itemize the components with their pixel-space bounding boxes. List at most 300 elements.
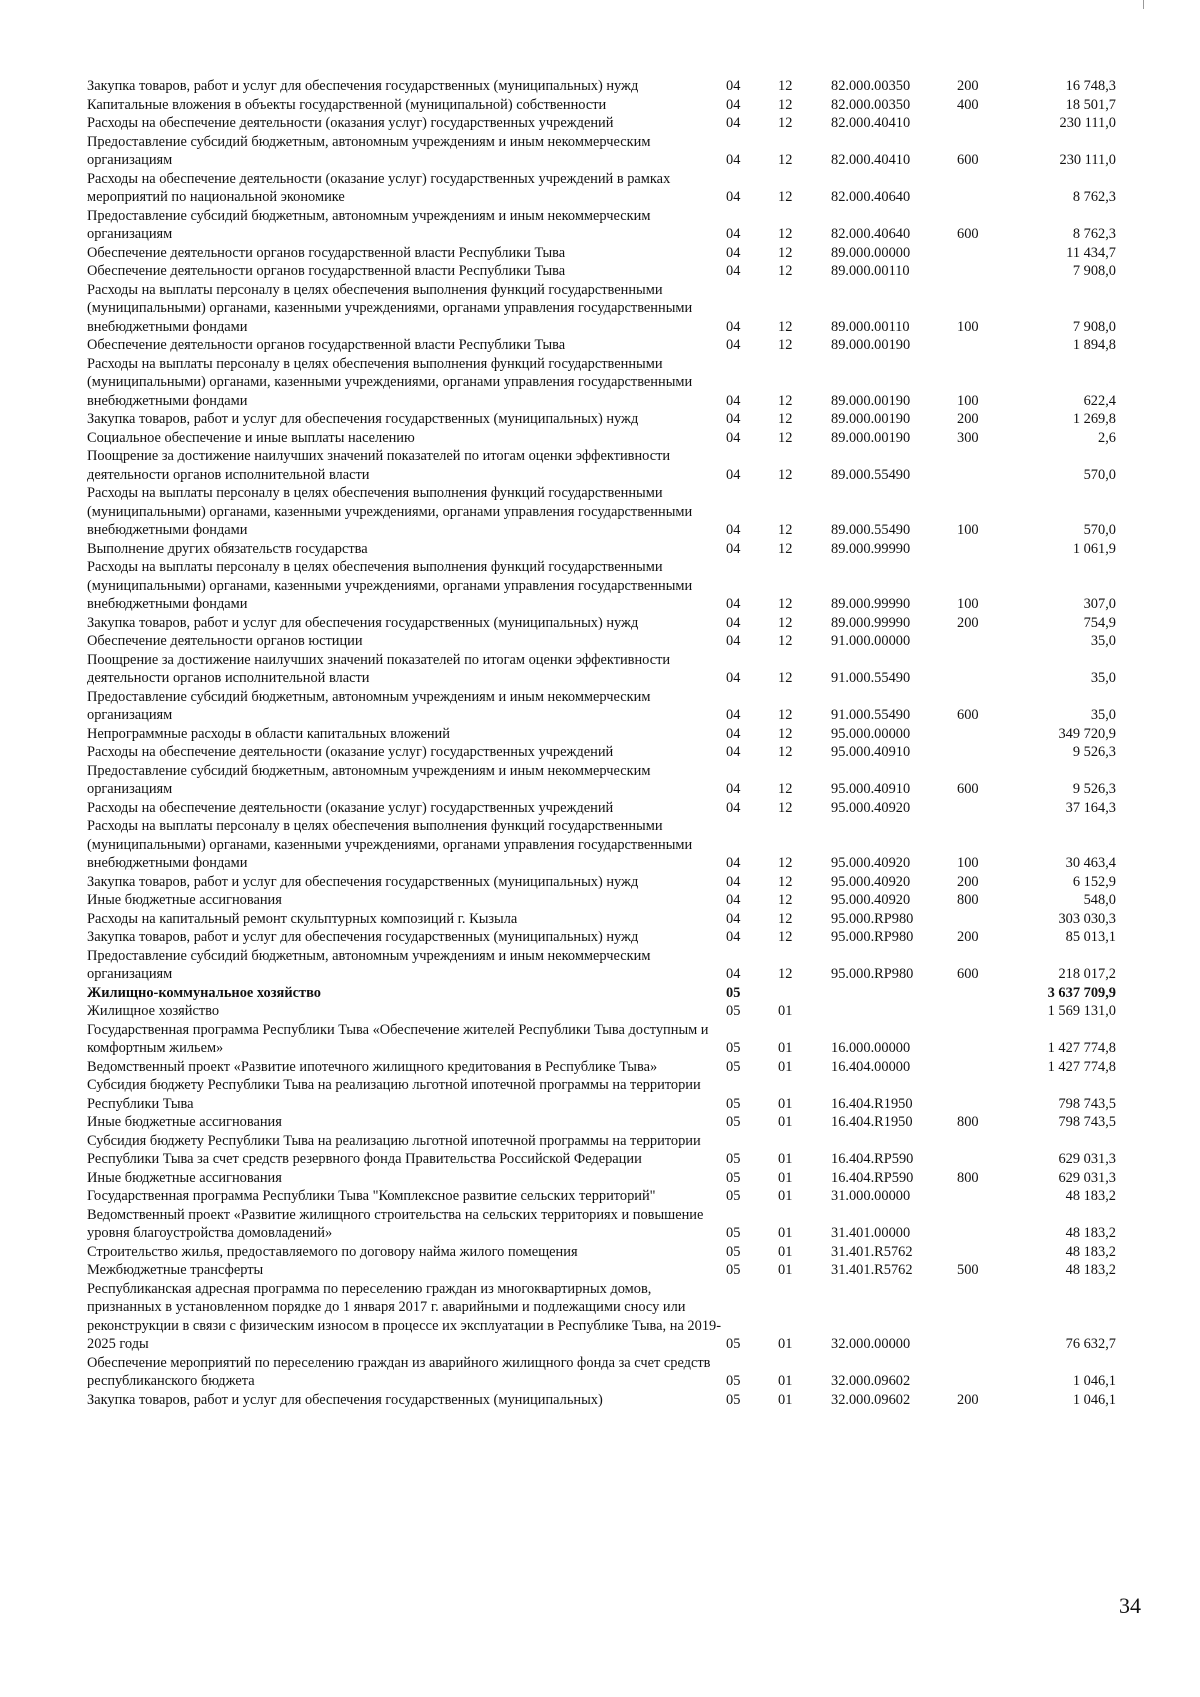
subsection-code: 12 bbox=[778, 318, 793, 335]
subsection-code: 01 bbox=[778, 1188, 793, 1204]
amount: 349 720,9 bbox=[1058, 725, 1116, 742]
amount: 1 427 774,8 bbox=[1047, 1040, 1116, 1056]
expense-name: Закупка товаров, работ и услуг для обеспечения государственных (муниципальных) нужд bbox=[87, 411, 639, 427]
section-code: 04 bbox=[726, 966, 741, 982]
table-row bbox=[87, 614, 1120, 633]
table-row bbox=[87, 410, 1120, 429]
expense-type-code: 800 bbox=[957, 1169, 979, 1186]
subsection-code: 12 bbox=[778, 725, 793, 742]
table-row bbox=[87, 1113, 1120, 1132]
expense-type-code: 200 bbox=[957, 78, 979, 94]
section-code: 04 bbox=[726, 115, 741, 131]
amount: 30 463,4 bbox=[1065, 855, 1116, 871]
table-row bbox=[87, 1002, 1120, 1021]
subsection-code: 12 bbox=[778, 614, 793, 631]
target-article-code: 16.404.RP590 bbox=[831, 1151, 914, 1167]
target-article-code: 89.000.55490 bbox=[831, 522, 911, 538]
budget-table bbox=[87, 77, 1120, 1409]
target-article-code: 82.000.00350 bbox=[831, 96, 911, 113]
subsection-code: 01 bbox=[778, 1058, 793, 1075]
expense-name: Предоставление субсидий бюджетным, автономным учреждениям и иным некоммерческим организациям bbox=[87, 207, 651, 242]
section-code: 04 bbox=[726, 725, 741, 742]
subsection-code: 01 bbox=[778, 1095, 793, 1112]
amount: 1 269,8 bbox=[1072, 411, 1116, 427]
subsection-code: 01 bbox=[778, 1169, 793, 1186]
expense-type-code bbox=[951, 114, 1020, 133]
expense-name: Закупка товаров, работ и услуг для обеспечения государственных (муниципальных) нужд bbox=[87, 873, 639, 890]
target-article-code: 95.000.RP980 bbox=[831, 910, 914, 927]
expense-type-code: 600 bbox=[957, 707, 979, 723]
section-code: 05 bbox=[726, 1373, 741, 1389]
table-row bbox=[87, 262, 1120, 281]
table-row bbox=[87, 170, 1120, 207]
section-code: 04 bbox=[726, 540, 741, 557]
expense-name: Предоставление субсидий бюджетным, автономным учреждениям и иным некоммерческим организациям bbox=[87, 947, 651, 982]
section-code: 04 bbox=[726, 707, 741, 723]
expense-type-code bbox=[951, 1076, 1020, 1113]
amount: 2,6 bbox=[1098, 429, 1116, 446]
section-code: 04 bbox=[726, 411, 741, 427]
expense-name: Ведомственный проект «Развитие жилищного строительства на сельских территориях и повышение уровня благоустройства домовладений» bbox=[87, 1206, 704, 1241]
target-article-code bbox=[831, 984, 951, 1003]
subsection-code: 12 bbox=[778, 633, 793, 649]
section-code: 05 bbox=[726, 1003, 741, 1019]
expense-name: Выполнение других обязательств государства bbox=[87, 540, 368, 557]
expense-type-code bbox=[951, 984, 1020, 1003]
amount: 48 183,2 bbox=[1065, 1225, 1116, 1241]
amount: 8 762,3 bbox=[1072, 189, 1116, 205]
target-article-code bbox=[831, 1002, 951, 1021]
subsection-code: 12 bbox=[778, 263, 793, 279]
target-article-code: 32.000.09602 bbox=[831, 1373, 911, 1389]
expense-name: Обеспечение деятельности органов юстиции bbox=[87, 633, 363, 649]
expense-type-code: 300 bbox=[957, 429, 979, 446]
amount: 16 748,3 bbox=[1065, 78, 1116, 94]
table-row bbox=[87, 928, 1120, 947]
expense-type-code bbox=[951, 1021, 1020, 1058]
subsection-code: 12 bbox=[778, 244, 793, 261]
subsection-code: 12 bbox=[778, 873, 793, 890]
expense-type-code bbox=[951, 1354, 1020, 1391]
table-row bbox=[87, 1391, 1120, 1410]
section-code: 05 bbox=[726, 1336, 741, 1352]
section-code: 04 bbox=[726, 337, 741, 353]
table-row bbox=[87, 484, 1120, 540]
target-article-code: 82.000.00350 bbox=[831, 78, 911, 94]
table-row bbox=[87, 355, 1120, 411]
target-article-code: 82.000.40410 bbox=[831, 152, 911, 168]
section-code: 05 bbox=[726, 1391, 741, 1408]
expense-name: Обеспечение деятельности органов государственной власти Республики Тыва bbox=[87, 244, 566, 261]
expense-type-code bbox=[951, 743, 1020, 762]
expense-type-code bbox=[951, 170, 1020, 207]
section-code: 04 bbox=[726, 318, 741, 335]
target-article-code: 16.404.00000 bbox=[831, 1058, 911, 1075]
expense-name: Расходы на обеспечение деятельности (оказание услуг) государственных учреждений в рамках мероприятий по национальной экономике bbox=[87, 170, 671, 205]
target-article-code: 82.000.40410 bbox=[831, 115, 911, 131]
expense-name: Ведомственный проект «Развитие ипотечного жилищного кредитования в Республике Тыва» bbox=[87, 1058, 658, 1075]
table-row bbox=[87, 1261, 1120, 1280]
subsection-code: 12 bbox=[778, 855, 793, 871]
subsection-code: 01 bbox=[778, 1040, 793, 1056]
table-row bbox=[87, 429, 1120, 448]
expense-type-code: 600 bbox=[957, 966, 979, 982]
expense-type-code: 600 bbox=[957, 152, 979, 168]
target-article-code: 91.000.55490 bbox=[831, 670, 911, 686]
table-row bbox=[87, 891, 1120, 910]
subsection-code: 12 bbox=[778, 392, 793, 409]
target-article-code: 82.000.40640 bbox=[831, 226, 911, 242]
section-code: 04 bbox=[726, 466, 741, 483]
expense-name: Иные бюджетные ассигнования bbox=[87, 1169, 282, 1186]
target-article-code: 16.000.00000 bbox=[831, 1040, 911, 1056]
target-article-code: 89.000.99990 bbox=[831, 596, 911, 612]
table-row bbox=[87, 1243, 1120, 1262]
target-article-code: 89.000.99990 bbox=[831, 540, 911, 557]
expense-name: Субсидия бюджету Республики Тыва на реализацию льготной ипотечной программы на территории Республики Тыва bbox=[87, 1077, 701, 1112]
table-row bbox=[87, 984, 1120, 1003]
table-row bbox=[87, 725, 1120, 744]
section-code: 04 bbox=[726, 929, 741, 945]
expense-name: Расходы на выплаты персоналу в целях обеспечения выполнения функций государственными (муниципальными) органами, казенными учреждениями, органами управления государственными внебюджетными фондами bbox=[87, 281, 693, 335]
section-code: 04 bbox=[726, 244, 741, 261]
target-article-code: 95.000.40920 bbox=[831, 855, 911, 871]
amount: 8 762,3 bbox=[1072, 226, 1116, 242]
expense-type-code: 100 bbox=[957, 596, 979, 612]
expense-name: Расходы на выплаты персоналу в целях обеспечения выполнения функций государственными (муниципальными) органами, казенными учреждениями, органами управления государственными внебюджетными фондами bbox=[87, 818, 693, 871]
target-article-code: 95.000.40920 bbox=[831, 873, 911, 890]
table-row bbox=[87, 244, 1120, 263]
section-code: 04 bbox=[726, 226, 741, 242]
subsection-code: 12 bbox=[778, 966, 793, 982]
expense-name: Жилищно-коммунальное хозяйство bbox=[87, 984, 321, 1001]
amount: 35,0 bbox=[1090, 670, 1116, 686]
amount: 230 111,0 bbox=[1059, 152, 1116, 168]
expense-name: Расходы на выплаты персоналу в целях обеспечения выполнения функций государственными (муниципальными) органами, казенными учреждениями, органами управления государственными внебюджетными фондами bbox=[87, 485, 693, 538]
expense-name: Непрограммные расходы в области капитальных вложений bbox=[87, 725, 450, 742]
table-row bbox=[87, 1187, 1120, 1206]
amount: 218 017,2 bbox=[1058, 966, 1116, 982]
target-article-code: 95.000.40910 bbox=[831, 781, 911, 797]
expense-name: Закупка товаров, работ и услуг для обеспечения государственных (муниципальных) нужд bbox=[87, 929, 639, 945]
expense-type-code bbox=[951, 725, 1020, 744]
amount: 798 743,5 bbox=[1058, 1114, 1116, 1130]
section-code: 04 bbox=[726, 781, 741, 797]
amount: 1 569 131,0 bbox=[1047, 1003, 1116, 1019]
subsection-code: 01 bbox=[778, 1225, 793, 1241]
subsection-code: 12 bbox=[778, 707, 793, 723]
subsection-code: 01 bbox=[778, 1114, 793, 1130]
table-row bbox=[87, 1354, 1120, 1391]
table-row bbox=[87, 762, 1120, 799]
subsection-code: 12 bbox=[778, 670, 793, 686]
subsection-code: 12 bbox=[778, 929, 793, 945]
amount: 35,0 bbox=[1090, 707, 1116, 723]
table-row bbox=[87, 1132, 1120, 1169]
subsection-code: 12 bbox=[778, 799, 793, 816]
table-row bbox=[87, 77, 1120, 96]
section-code: 05 bbox=[726, 1058, 741, 1075]
target-article-code: 16.404.R1950 bbox=[831, 1114, 913, 1130]
target-article-code: 31.401.R5762 bbox=[831, 1243, 913, 1260]
subsection-code: 12 bbox=[778, 115, 793, 131]
expense-type-code bbox=[951, 262, 1020, 281]
subsection-code: 01 bbox=[778, 1391, 793, 1408]
target-article-code: 89.000.00190 bbox=[831, 337, 911, 353]
expense-type-code bbox=[951, 1206, 1020, 1243]
target-article-code: 95.000.40920 bbox=[831, 892, 911, 908]
subsection-code: 12 bbox=[778, 540, 793, 557]
section-code: 04 bbox=[726, 429, 741, 446]
expense-type-code bbox=[951, 1002, 1020, 1021]
amount: 48 183,2 bbox=[1065, 1262, 1116, 1278]
subsection-code bbox=[778, 984, 831, 1003]
target-article-code: 31.401.00000 bbox=[831, 1225, 911, 1241]
target-article-code: 95.000.RP980 bbox=[831, 966, 914, 982]
table-row bbox=[87, 1021, 1120, 1058]
table-row bbox=[87, 817, 1120, 873]
expense-type-code bbox=[951, 244, 1020, 263]
target-article-code: 89.000.00190 bbox=[831, 392, 911, 409]
amount: 622,4 bbox=[1083, 392, 1116, 409]
amount: 1 046,1 bbox=[1072, 1391, 1116, 1408]
amount: 48 183,2 bbox=[1065, 1243, 1116, 1260]
subsection-code: 12 bbox=[778, 96, 793, 113]
expense-name: Жилищное хозяйство bbox=[87, 1003, 220, 1019]
subsection-code: 01 bbox=[778, 1003, 793, 1019]
section-code: 04 bbox=[726, 910, 741, 927]
expense-name: Субсидия бюджету Республики Тыва на реализацию льготной ипотечной программы на территории Республики Тыва за счет средств резервного фонда Правительства Российской Федерации bbox=[87, 1132, 701, 1167]
expense-type-code: 400 bbox=[957, 96, 979, 113]
expense-type-code bbox=[951, 1243, 1020, 1262]
section-code: 04 bbox=[726, 78, 741, 94]
expense-type-code: 600 bbox=[957, 781, 979, 797]
section-code: 05 bbox=[726, 1243, 741, 1260]
expense-name: Обеспечение деятельности органов государственной власти Республики Тыва bbox=[87, 263, 566, 279]
subsection-code: 12 bbox=[778, 189, 793, 205]
target-article-code: 89.000.00110 bbox=[831, 263, 910, 279]
section-code: 05 bbox=[726, 1114, 741, 1130]
subsection-code: 12 bbox=[778, 226, 793, 242]
target-article-code: 91.000.55490 bbox=[831, 707, 911, 723]
section-code: 04 bbox=[726, 263, 741, 279]
subsection-code: 12 bbox=[778, 429, 793, 446]
section-code: 04 bbox=[726, 670, 741, 686]
table-row bbox=[87, 743, 1120, 762]
amount: 48 183,2 bbox=[1065, 1188, 1116, 1204]
expense-type-code: 100 bbox=[957, 522, 979, 538]
amount: 7 908,0 bbox=[1072, 263, 1116, 279]
subsection-code: 12 bbox=[778, 910, 793, 927]
expense-name: Государственная программа Республики Тыва «Обеспечение жителей Республики Тыва доступным и комфортным жильем» bbox=[87, 1021, 709, 1056]
expense-name: Республиканская адресная программа по переселению граждан из многоквартирных домов, признанных в установленном порядке до 1 января 2017 г. аварийными и подлежащими сносу или реконструкции в связи с физическим износом в процессе их эксплуатации в Республике Тыва, на 2019-2025 годы bbox=[87, 1280, 722, 1352]
expense-name: Межбюджетные трансферты bbox=[87, 1262, 264, 1278]
expense-type-code bbox=[951, 910, 1020, 929]
section-code: 04 bbox=[726, 392, 741, 409]
expense-type-code: 800 bbox=[957, 892, 979, 908]
amount: 37 164,3 bbox=[1065, 799, 1116, 816]
table-row bbox=[87, 651, 1120, 688]
subsection-code: 01 bbox=[778, 1262, 793, 1278]
subsection-code: 12 bbox=[778, 152, 793, 168]
expense-name: Капитальные вложения в объекты государственной (муниципальной) собственности bbox=[87, 96, 607, 113]
section-code: 05 bbox=[726, 1095, 741, 1112]
amount: 629 031,3 bbox=[1058, 1169, 1116, 1186]
expense-type-code bbox=[951, 799, 1020, 818]
subsection-code: 01 bbox=[778, 1373, 793, 1389]
subsection-code: 12 bbox=[778, 892, 793, 908]
target-article-code: 31.000.00000 bbox=[831, 1188, 911, 1204]
table-row bbox=[87, 114, 1120, 133]
target-article-code: 91.000.00000 bbox=[831, 633, 911, 649]
expense-name: Государственная программа Республики Тыва "Комплексное развитие сельских территорий" bbox=[87, 1188, 656, 1204]
target-article-code: 95.000.00000 bbox=[831, 725, 911, 742]
subsection-code: 12 bbox=[778, 596, 793, 612]
expense-type-code bbox=[951, 651, 1020, 688]
target-article-code: 95.000.RP980 bbox=[831, 929, 914, 945]
expense-type-code: 200 bbox=[957, 411, 979, 427]
table-row bbox=[87, 1280, 1120, 1354]
table-row bbox=[87, 133, 1120, 170]
expense-name: Расходы на обеспечение деятельности (оказание услуг) государственных учреждений bbox=[87, 744, 614, 760]
section-code: 04 bbox=[726, 96, 741, 113]
target-article-code: 89.000.99990 bbox=[831, 614, 911, 631]
amount: 1 894,8 bbox=[1072, 337, 1116, 353]
table-row bbox=[87, 1058, 1120, 1077]
table-row bbox=[87, 910, 1120, 929]
budget-table-body bbox=[87, 77, 1120, 1409]
table-row bbox=[87, 336, 1120, 355]
section-code: 05 bbox=[726, 1188, 741, 1204]
amount: 570,0 bbox=[1083, 522, 1116, 538]
table-row bbox=[87, 540, 1120, 559]
section-code: 04 bbox=[726, 633, 741, 649]
table-row bbox=[87, 632, 1120, 651]
section-code: 04 bbox=[726, 799, 741, 816]
subsection-code: 12 bbox=[778, 466, 793, 483]
amount: 9 526,3 bbox=[1072, 781, 1116, 797]
expense-type-code bbox=[951, 540, 1020, 559]
amount: 9 526,3 bbox=[1072, 744, 1116, 760]
target-article-code: 82.000.40640 bbox=[831, 189, 911, 205]
subsection-code: 01 bbox=[778, 1243, 793, 1260]
expense-name: Иные бюджетные ассигнования bbox=[87, 892, 282, 908]
subsection-code: 12 bbox=[778, 781, 793, 797]
section-code: 05 bbox=[726, 1169, 741, 1186]
table-row bbox=[87, 447, 1120, 484]
amount: 629 031,3 bbox=[1058, 1151, 1116, 1167]
expense-name: Поощрение за достижение наилучших значений показателей по итогам оценки эффективности деятельности органов исполнительной власти bbox=[87, 448, 671, 483]
expense-name: Иные бюджетные ассигнования bbox=[87, 1114, 282, 1130]
section-code: 04 bbox=[726, 596, 741, 612]
subsection-code: 01 bbox=[778, 1336, 793, 1352]
amount: 7 908,0 bbox=[1072, 318, 1116, 335]
amount: 1 046,1 bbox=[1072, 1373, 1116, 1389]
table-row bbox=[87, 1206, 1120, 1243]
table-row bbox=[87, 688, 1120, 725]
expense-type-code bbox=[951, 336, 1020, 355]
expense-type-code: 500 bbox=[957, 1262, 979, 1278]
amount: 307,0 bbox=[1083, 596, 1116, 612]
scan-edge-mark bbox=[1143, 0, 1144, 9]
page-number: 34 bbox=[1119, 1593, 1141, 1618]
table-row bbox=[87, 1076, 1120, 1113]
table-row bbox=[87, 96, 1120, 115]
subsection-code: 12 bbox=[778, 522, 793, 538]
section-code: 04 bbox=[726, 189, 741, 205]
section-code: 05 bbox=[726, 1040, 741, 1056]
target-article-code: 95.000.40910 bbox=[831, 744, 911, 760]
amount: 1 427 774,8 bbox=[1047, 1058, 1116, 1075]
amount: 548,0 bbox=[1083, 892, 1116, 908]
amount: 1 061,9 bbox=[1072, 540, 1116, 557]
expense-type-code bbox=[951, 1058, 1020, 1077]
section-code: 04 bbox=[726, 892, 741, 908]
table-row bbox=[87, 558, 1120, 614]
expense-name: Строительство жилья, предоставляемого по договору найма жилого помещения bbox=[87, 1243, 578, 1260]
target-article-code: 89.000.00190 bbox=[831, 411, 911, 427]
section-code: 05 bbox=[726, 984, 741, 1001]
expense-name: Закупка товаров, работ и услуг для обеспечения государственных (муниципальных) нужд bbox=[87, 614, 639, 631]
target-article-code: 31.401.R5762 bbox=[831, 1262, 913, 1278]
subsection-code: 12 bbox=[778, 744, 793, 760]
target-article-code: 89.000.00190 bbox=[831, 429, 911, 446]
amount: 570,0 bbox=[1083, 466, 1116, 483]
section-code: 04 bbox=[726, 522, 741, 538]
section-code: 04 bbox=[726, 744, 741, 760]
section-code: 05 bbox=[726, 1225, 741, 1241]
expense-type-code bbox=[951, 1280, 1020, 1354]
target-article-code: 32.000.00000 bbox=[831, 1336, 911, 1352]
table-row bbox=[87, 947, 1120, 984]
expense-name: Поощрение за достижение наилучших значений показателей по итогам оценки эффективности деятельности органов исполнительной власти bbox=[87, 651, 671, 686]
subsection-code: 12 bbox=[778, 411, 793, 427]
amount: 76 632,7 bbox=[1065, 1336, 1116, 1352]
target-article-code: 16.404.RP590 bbox=[831, 1169, 914, 1186]
expense-type-code: 200 bbox=[957, 614, 979, 631]
expense-name: Расходы на обеспечение деятельности (оказание услуг) государственных учреждений bbox=[87, 799, 614, 816]
amount: 303 030,3 bbox=[1058, 910, 1116, 927]
table-row bbox=[87, 207, 1120, 244]
amount: 85 013,1 bbox=[1065, 929, 1116, 945]
expense-name: Предоставление субсидий бюджетным, автономным учреждениям и иным некоммерческим организациям bbox=[87, 688, 651, 723]
amount: 11 434,7 bbox=[1066, 244, 1116, 261]
expense-name: Предоставление субсидий бюджетным, автономным учреждениям и иным некоммерческим организациям bbox=[87, 762, 651, 797]
section-code: 04 bbox=[726, 614, 741, 631]
expense-type-code: 200 bbox=[957, 873, 979, 890]
expense-type-code bbox=[951, 632, 1020, 651]
expense-type-code: 200 bbox=[957, 929, 979, 945]
expense-type-code bbox=[951, 447, 1020, 484]
expense-type-code bbox=[951, 1187, 1020, 1206]
expense-name: Предоставление субсидий бюджетным, автономным учреждениям и иным некоммерческим организациям bbox=[87, 133, 651, 168]
table-row bbox=[87, 1169, 1120, 1188]
target-article-code: 89.000.00110 bbox=[831, 318, 910, 335]
expense-name: Расходы на обеспечение деятельности (оказания услуг) государственных учреждений bbox=[87, 115, 614, 131]
amount: 3 637 709,9 bbox=[1047, 984, 1116, 1001]
table-row bbox=[87, 799, 1120, 818]
target-article-code: 89.000.00000 bbox=[831, 244, 911, 261]
subsection-code: 12 bbox=[778, 337, 793, 353]
subsection-code: 12 bbox=[778, 78, 793, 94]
expense-type-code: 600 bbox=[957, 226, 979, 242]
target-article-code: 32.000.09602 bbox=[831, 1391, 911, 1408]
expense-name: Обеспечение деятельности органов государственной власти Республики Тыва bbox=[87, 337, 566, 353]
section-code: 04 bbox=[726, 855, 741, 871]
expense-name: Расходы на выплаты персоналу в целях обеспечения выполнения функций государственными (муниципальными) органами, казенными учреждениями, органами управления государственными внебюджетными фондами bbox=[87, 355, 693, 409]
subsection-code: 01 bbox=[778, 1151, 793, 1167]
table-row bbox=[87, 873, 1120, 892]
